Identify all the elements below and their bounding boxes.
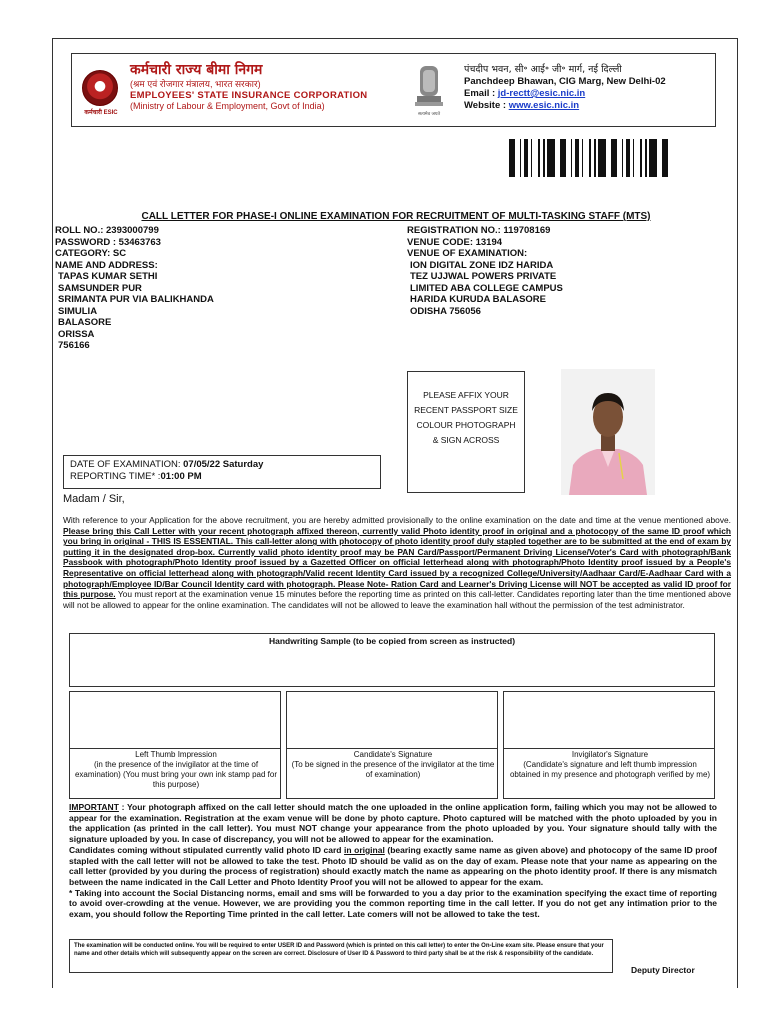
important-social-distancing-note: * Taking into account the Social Distancing norms, email and sms will be forwarded to you a day prior to the examination specifying the exact time of reporting to avoid over-crowding at the venue. However, we are providing you the common reporting time in the call letter. If you do not get any intimation prior to the exam, you should follow the Reporting Time printed in the call letter. Late comers will not be allowed to take the test. [69,887,717,920]
online-exam-note: The examination will be conducted online. You will be required to enter USER ID and Password (which is printed on this call letter) to enter the On-Line exam site. Please ensure that your name and other details which will subsequently appear on the screen are correct. Disclosure of User ID & Password to third party shall be at the risk & responsibility of the candidate. [69,939,613,973]
email-link[interactable]: jd-rectt@esic.nic.in [497,88,586,99]
photo-instruction: & SIGN ACROSS [432,435,500,445]
important-label: IMPORTANT [69,802,119,812]
exam-date-label: DATE OF EXAMINATION: [70,459,184,470]
important-photo-note: : Your photograph affixed on the call letter should match the one uploaded in the online application form, failing which you may not be allowed to appear for the examination. Registration at the exam venue will be done by photo capture. Photo captured will be matched with the photo uploaded by you in the application (as printed in the call letter). You must NOT change your appearance from the photo uploaded by you. Your signature should tally with the signature uploaded by you. In case of discrepancy, you will not be allowed to appear for the examination. [69,802,717,845]
category: CATEGORY: SC [55,248,127,259]
important-id-note-b: (bearing exactly same name as given above) and photocopy of the same ID proof stapled with the call letter will not be allowed to take the test. Photo ID should be valid as on the day of exam. Please note that your name as appearing on the call letter (provided by you during the process of registration) should exactly match the name as appearing on the photo identity proof. If there is any mismatch between the name indicated in the Call Letter and Photo Identity Proof you will not be allowed to appear for the exam. [69,844,717,887]
org-hindi-sub: (श्रम एवं रोजगार मंत्रालय, भारत सरकार) [130,79,261,89]
website-link[interactable]: www.esic.nic.in [508,100,580,111]
org-english: EMPLOYEES' STATE INSURANCE CORPORATION [130,90,368,101]
exam-date-box [63,455,381,489]
barcode [509,139,669,177]
instructions-reporting: You must report at the examination venue 15 minutes before the reporting time as printed on this call-letter. Candidates reporting later than the time mentioned above will not be allowed to appear for the online examination. The candidates will not be allowed to leave the examination hall without the permission of the test administrator. [63,589,731,610]
handwriting-sample-box [69,633,715,687]
call-letter-page [52,38,738,988]
address-line: SAMSUNDER PUR [58,282,142,294]
invigilator-signature-box [503,691,715,799]
candidate-photo [561,369,655,495]
salutation: Madam / Sir, [63,493,125,505]
password: PASSWORD : 53463763 [55,236,161,248]
instructions-paragraph [63,515,731,610]
registration-number: REGISTRATION NO.: 119708169 [407,225,551,236]
venue-details [407,225,727,317]
esic-logo-icon [82,70,118,106]
venue-line: LIMITED ABA COLLEGE CAMPUS [410,282,563,294]
address-hindi: पंचदीप भवन, सी॰ आई॰ जी॰ मार्ग, नई दिल्ली [464,64,622,75]
org-hindi: कर्मचारी राज्य बीमा निगम [130,62,263,78]
exam-date-value: 07/05/22 Saturday [183,459,264,470]
address-line: ORISSA [58,328,95,340]
venue-code: VENUE CODE: 13194 [407,236,503,248]
venue-line: ODISHA 756056 [410,305,481,317]
address-line: SRIMANTA PUR VIA BALIKHANDA [58,294,214,305]
invigilator-signature-label: Invigilator's Signature [571,750,649,759]
reporting-time [70,471,374,483]
email-label: Email : [464,88,498,99]
candidate-details [55,225,385,352]
email-line [464,88,714,100]
handwriting-sample-label: Handwriting Sample (to be copied from screen as instructed) [268,636,516,646]
invigilator-signature-note: (Candidate's signature and left thumb impression obtained in my presence and photograph verified by me) [509,760,711,779]
important-id-note-original: in original [344,844,385,855]
address-english: Panchdeep Bhawan, CIG Marg, New Delhi-02 [464,76,666,87]
photo-instruction: COLOUR PHOTOGRAPH [416,420,516,430]
venue-line: HARIDA KURUDA BALASORE [410,294,546,305]
website-label: Website : [464,100,509,111]
office-address [464,64,714,112]
important-notes [69,802,717,920]
important-id-note-a: Candidates coming without stipulated currently valid photo ID card [69,844,345,855]
emblem-caption: सत्यमेव जयते [417,112,441,117]
instructions-intro: With reference to your Application for the above recruitment, you are hereby admitted provisionally to the online examination on the date and time at the venue mentioned above. [63,515,731,525]
photo-instruction: PLEASE AFFIX YOUR [423,390,509,400]
thumb-impression-note: (in the presence of the invigilator at the time of examination) (You must bring your own ink stamp pad for this purpose) [74,760,278,789]
national-emblem-icon [412,62,446,118]
name-address-label: NAME AND ADDRESS: [55,259,158,271]
photo-instruction: RECENT PASSPORT SIZE [414,405,518,415]
address-line: SIMULIA [58,305,98,317]
reporting-time-value: 01:00 PM [160,471,202,482]
candidate-signature-box [286,691,498,799]
letterhead [71,53,716,127]
reporting-time-label: REPORTING TIME* : [70,471,161,482]
address-line: 756166 [58,340,90,351]
affix-photo-box [407,371,525,493]
org-ministry: (Ministry of Labour & Employment, Govt of India) [130,101,325,111]
instructions-id-proof: Please bring this Call Letter with your recent photograph affixed thereon, currently valid Photo identity proof in original and a photocopy of the same ID proof which you bring in original - THIS IS ESSENTIAL. This call-letter along with photocopy of photo identity proof duly stapled together are to be submitted at the end of exam by putting it in the designated drop-box. Currently valid photo identity proof may be PAN Card/Passport/Permanent Driving License/Voter's Card with photograph/Bank Passbook with photograph/Photo Identity proof issued by a Gazetted Officer on official letterhead along with photograph/Photo Identity proof issued by a People's Representative on official letterhead along with photograph/Valid recent Identity Card issued by a recognized College/University/Aadhaar Card/E-Aadhaar Card with a photograph/Employee ID/Bar Council Identity card with photograph. Please Note- Ration Card and Learner's Driving License will NOT be accepted as valid ID proof for this purpose. [63,525,731,600]
address-line: BALASORE [58,317,112,328]
exam-date [70,459,374,471]
signatory-designation: Deputy Director [631,965,695,975]
roll-number: ROLL NO.: 2393000799 [55,225,159,236]
esic-logo-text: कर्मचारी ESIC [84,110,118,116]
thumb-impression-box [69,691,281,799]
venue-line: TEZ UJJWAL POWERS PRIVATE [410,271,557,282]
website-line [464,100,714,112]
thumb-impression-label: Left Thumb Impression [135,750,217,759]
organisation-name [130,62,390,112]
candidate-signature-label: Candidate's Signature [353,750,433,759]
address-line: TAPAS KUMAR SETHI [58,271,158,282]
venue-line: ION DIGITAL ZONE IDZ HARIDA [410,259,554,271]
signature-row [69,691,715,799]
letter-title: CALL LETTER FOR PHASE-I ONLINE EXAMINATION FOR RECRUITMENT OF MULTI-TASKING STAFF (MTS) [141,211,651,222]
venue-label: VENUE OF EXAMINATION: [407,248,528,259]
candidate-signature-note: (To be signed in the presence of the invigilator at the time of examination) [291,760,495,779]
